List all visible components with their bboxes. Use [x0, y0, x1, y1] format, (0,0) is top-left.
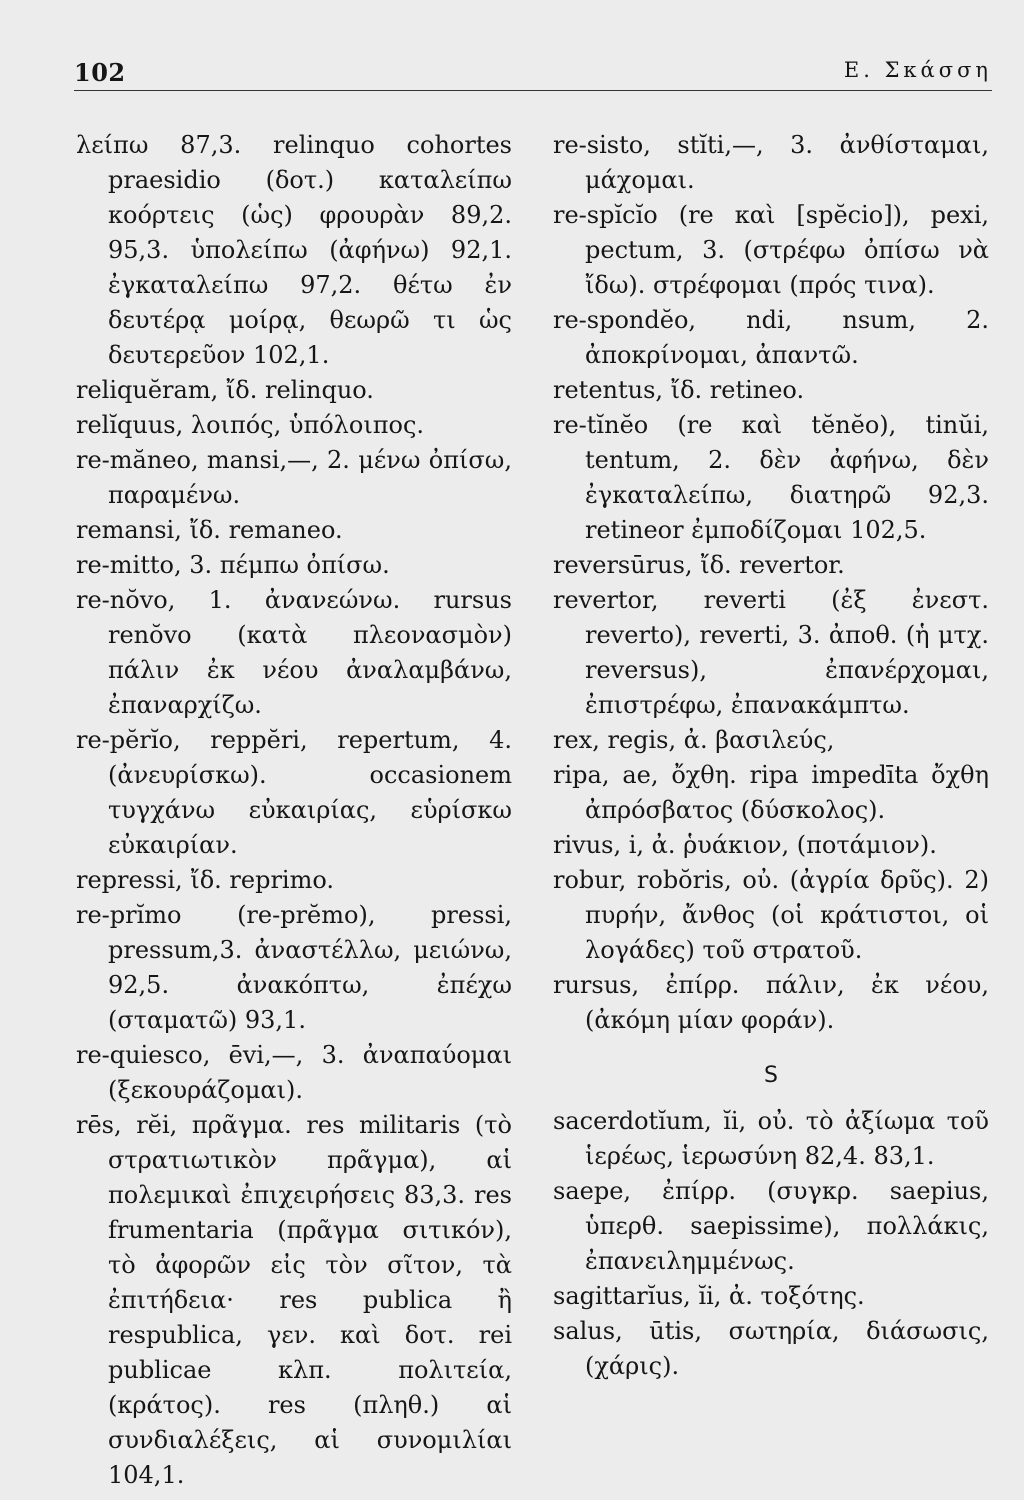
- dictionary-entry: sagittarĭus, ĭi, ἀ. τοξότης.: [553, 1282, 865, 1310]
- page-number: 102: [74, 58, 126, 87]
- dictionary-entry: rex, regis, ἀ. βασιλεύς,: [553, 726, 835, 754]
- dictionary-entry: rursus, ἐπίρρ. πάλιν, ἐκ νέου, (ἀκόμη μίαν φοράν).: [553, 971, 989, 1034]
- dictionary-entry: retentus, ἴδ. retineo.: [553, 376, 805, 404]
- dictionary-entry: saepe, ἐπίρρ. (συγκρ. saepius, ὑπερθ. saepissime), πολλάκις, ἐπανειλημμένως.: [553, 1177, 989, 1275]
- dictionary-entry: relĭquus, λοιπός, ὑπόλοιπος.: [76, 411, 425, 439]
- dictionary-entry: revertor, reverti (ἐξ ἐνεστ. reverto), reverti, 3. ἀποθ. (ἡ μτχ. reversus), ἐπανέρχομαι, ἐπιστρέφω, ἐπανακάμπτω.: [553, 586, 989, 719]
- dictionary-entry: ripa, ae, ὄχθη. ripa impedīta ὄχθη ἀπρόσβατος (δύσκολος).: [553, 761, 989, 824]
- dictionary-entry: re-sisto, stĭti,—, 3. ἀνθίσταμαι, μάχομαι.: [553, 131, 989, 194]
- dictionary-entry: reversūrus, ἴδ. revertor.: [553, 551, 845, 579]
- dictionary-entry: re-pĕrĭo, reppĕri, repertum, 4. (ἀνευρίσκω). occasionem τυγχάνω εὐκαιρίας, εὑρίσκω εὐκαιρίαν.: [76, 726, 512, 859]
- dictionary-entry: reliquĕram, ἴδ. relinquo.: [76, 376, 374, 404]
- dictionary-entry: rivus, i, ἀ. ῥυάκιον, (ποτάμιον).: [553, 831, 937, 859]
- right-column: [553, 128, 989, 1384]
- running-head: Ε. Σκάσση: [843, 58, 992, 82]
- dictionary-entry: re-nŏvo, 1. ἀνανεώνω. rursus renŏvo (κατὰ πλεονασμὸν) πάλιν ἐκ νέου ἀναλαμβάνω, ἐπαναρχίζω.: [76, 586, 512, 719]
- dictionary-entry: re-prĭmo (re-prĕmo), pressi, pressum,3. ἀναστέλλω, μειώνω, 92,5. ἀνακόπτω, ἐπέχω (σταματῶ) 93,1.: [76, 901, 512, 1034]
- dictionary-entry: re-măneo, mansi,—, 2. μένω ὀπίσω, παραμένω.: [76, 446, 512, 509]
- dictionary-entry: re-mitto, 3. πέμπω ὀπίσω.: [76, 551, 390, 579]
- section-letter: S: [764, 1063, 778, 1088]
- dictionary-entry: salus, ūtis, σωτηρία, διάσωσις, (χάρις).: [553, 1317, 989, 1380]
- dictionary-entry: re-quiesco, ēvi,—, 3. ἀναπαύομαι (ξεκουράζομαι).: [76, 1041, 512, 1104]
- dictionary-entry: re-tĭnĕo (re καὶ tĕnĕo), tinŭi, tentum, 2. δὲν ἀφήνω, δὲν ἐγκαταλείπω, διατηρῶ 92,3. retineor ἐμποδίζομαι 102,5.: [553, 411, 989, 544]
- page-header: [74, 50, 992, 91]
- left-column: [76, 128, 512, 1493]
- dictionary-entry: re-spondĕo, ndi, nsum, 2. ἀποκρίνομαι, ἀπαντῶ.: [553, 306, 989, 369]
- dictionary-entry: λείπω 87,3. relinquo cohortes praesidio (δοτ.) καταλείπω κοόρτεις (ὡς) φρουρὰν 89,2. 95,3. ὑπολείπω (ἀφήνω) 92,1. ἐγκαταλείπω 97,2. θέτω ἐν δευτέρᾳ μοίρᾳ, θεωρῶ τι ὡς δευτερεῦον 102,1.: [76, 131, 512, 369]
- dictionary-entry: rēs, rĕi, πρᾶγμα. res militaris (τὸ στρατιωτικὸν πρᾶγμα), αἱ πολεμικαὶ ἐπιχειρήσεις 83,3. res frumentaria (πρᾶγμα σιτικόν), τὸ ἀφορῶν εἰς τὸν σῖτον, τὰ ἐπιτήδεια· res publica ἢ respublica, γεν. καὶ δοτ. rei publicae κλπ. πολιτεία, (κράτος). res (πληθ.) αἱ συνδιαλέξεις, αἱ συνομιλίαι 104,1.: [76, 1111, 512, 1489]
- dictionary-entry: re-spĭcĭo (re καὶ [spĕcio]), pexi, pectum, 3. (στρέφω ὀπίσω νὰ ἴδω). στρέφομαι (πρός τινα).: [553, 201, 989, 299]
- dictionary-entry: remansi, ἴδ. remaneo.: [76, 516, 343, 544]
- dictionary-entry: robur, robŏris, οὐ. (ἀγρία δρῦς). 2) πυρήν, ἄνθος (οἱ κράτιστοι, οἱ λογάδες) τοῦ στρατοῦ.: [553, 866, 989, 964]
- dictionary-entry: repressi, ἴδ. reprimo.: [76, 866, 334, 894]
- dictionary-entry: sacerdotĭum, ĭi, οὐ. τὸ ἀξίωμα τοῦ ἱερέως, ἱερωσύνη 82,4. 83,1.: [553, 1107, 989, 1170]
